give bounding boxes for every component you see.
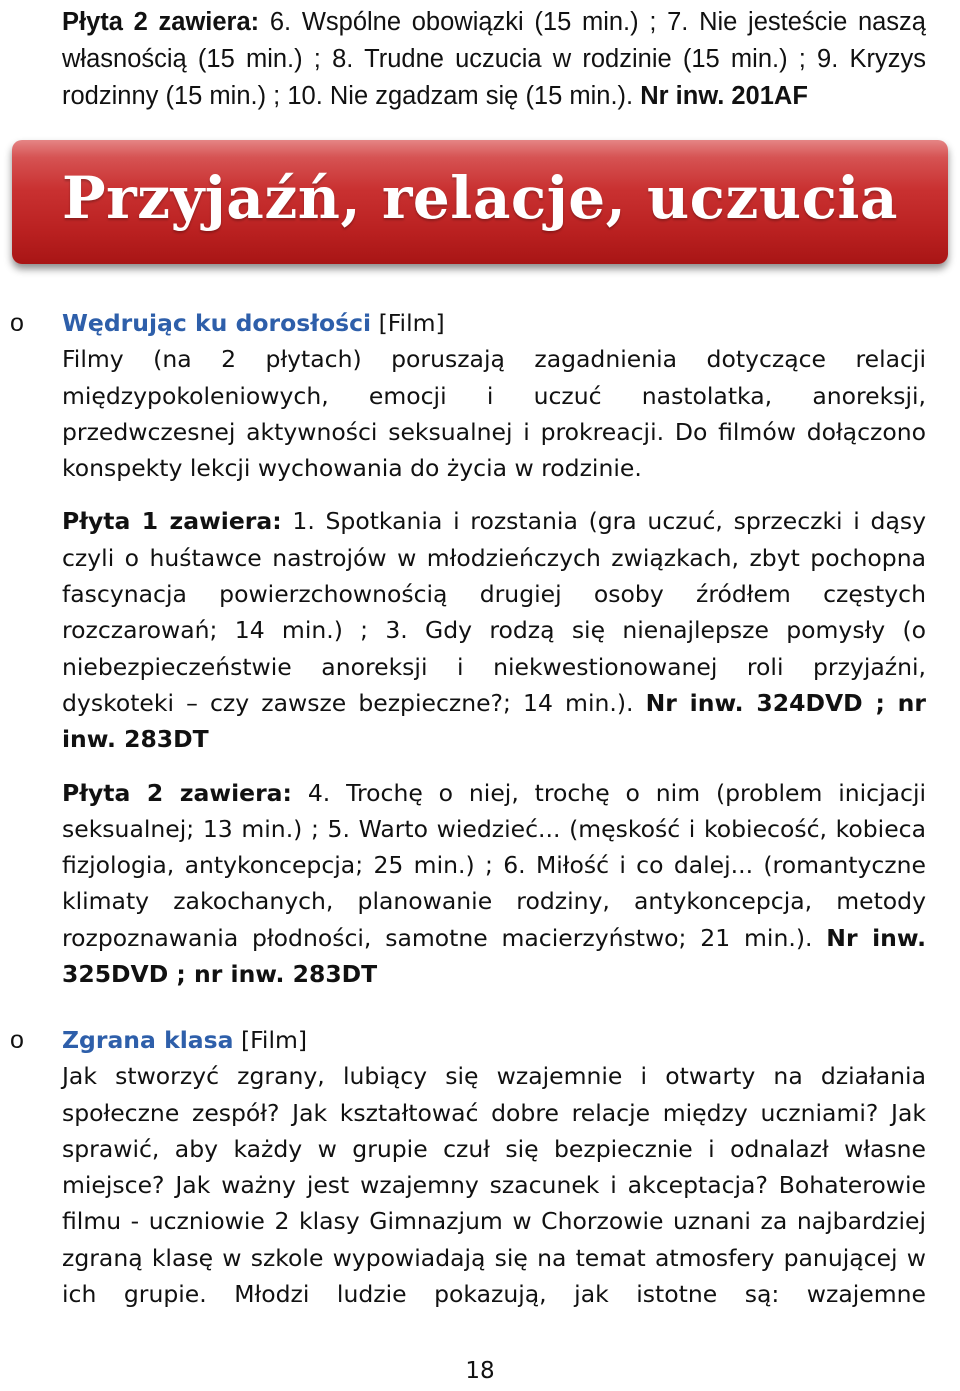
entry-type: [Film] — [233, 1026, 308, 1054]
entry-title: Wędrując ku dorosłości — [62, 309, 372, 337]
entry-title: Zgrana klasa — [62, 1026, 234, 1054]
entry-disc1 — [62, 503, 926, 757]
entry-heading — [62, 1022, 926, 1058]
catalog-entry-wedrujac — [10, 305, 927, 992]
entry-description: Filmy (na 2 płytach) poruszają zagadnienia dotyczące relacji międzypokoleniowych, emocji i uczuć nastolatka, anoreksji, przedwczesnej aktywności seksualnej i prokreacji. Do filmów dołączono konspekty lekcji wychowania do życia w rodzinie. — [62, 345, 926, 483]
disc1-text: 1. Spotkania i rozstania (gra uczuć, sprzeczki i dąsy czyli o huśtawce nastrojów w młodzieńczych związkach, zbyt pochopna fascynacja powierzchownością drugiej osoby źródłem częstych rozczarowań; 14 min.) ; 3. Gdy rodzą się nienajlepsze pomysły (o niebezpieczeństwie anoreksji i niekwestionowanej roli przyjaźni, dyskoteki – czy zawsze bezpieczne?; 14 min.). — [62, 507, 927, 717]
entry-disc2 — [62, 775, 926, 993]
bullet-marker: o — [10, 309, 24, 337]
entry-heading — [62, 305, 926, 341]
entry-description: Jak stworzyć zgrany, lubiący się wzajemnie i otwarty na działania społeczne zespół? Jak kształtować dobre relacje między uczniami? Jak sprawić, aby każdy w grupie czuł się bezpiecznie i odnalazł własne miejsce? Jak ważny jest wzajemny szacunek i akceptacja? Bohaterowie filmu - uczniowie 2 klasy Gimnazjum w Chorzowie uznani za najbardziej zgraną klasę w szkole wypowiadają się na temat atmosfery panującej w ich grupie. Młodzi ludzie pokazują, jak istotne są: wzajemne — [62, 1062, 926, 1309]
intro-text: 6. Wspólne obowiązki (15 min.) ; 7. Nie jesteście naszą własnością (15 min.) ; 8. Trudne uczucia w rodzinie (15 min.) ; 9. Kryzys rodzinny (15 min.) ; 10. Nie zgadzam się (15 min.). — [62, 8, 926, 110]
disc2-text: 4. Trochę o niej, trochę o nim (problem inicjacji seksualnej; 13 min.) ; 5. Warto wiedzieć... (męskość i kobiecość, kobieca fizjologia, antykoncepcja; 25 min.) ; 6. Miłość i co dalej... (romantyczne klimaty zakochanych, planowanie rodziny, antykoncepcja, metody rozpoznawania płodności, samotne macierzyństwo; 21 min.). — [62, 778, 926, 952]
intro-paragraph — [62, 4, 926, 115]
intro-inventory: Nr inw. 201AF — [640, 82, 808, 110]
section-title: Przyjaźń, relacje, uczucia — [61, 164, 899, 232]
intro-disc-label: Płyta 2 zawiera: — [62, 8, 260, 36]
catalog-entry-zgrana-klasa — [10, 1022, 926, 1312]
disc2-inventory: Nr inw. 325DVD ; nr inw. 283DT — [62, 923, 926, 989]
disc1-inventory: Nr inw. 324DVD ; nr inw. 283DT — [62, 688, 926, 754]
bullet-marker: o — [10, 1026, 24, 1054]
disc1-label: Płyta 1 zawiera: — [62, 507, 282, 536]
disc2-label: Płyta 2 zawiera: — [62, 778, 292, 807]
entry-type: [Film] — [371, 309, 445, 337]
page-number: 18 — [465, 1358, 495, 1384]
section-banner — [12, 140, 948, 264]
